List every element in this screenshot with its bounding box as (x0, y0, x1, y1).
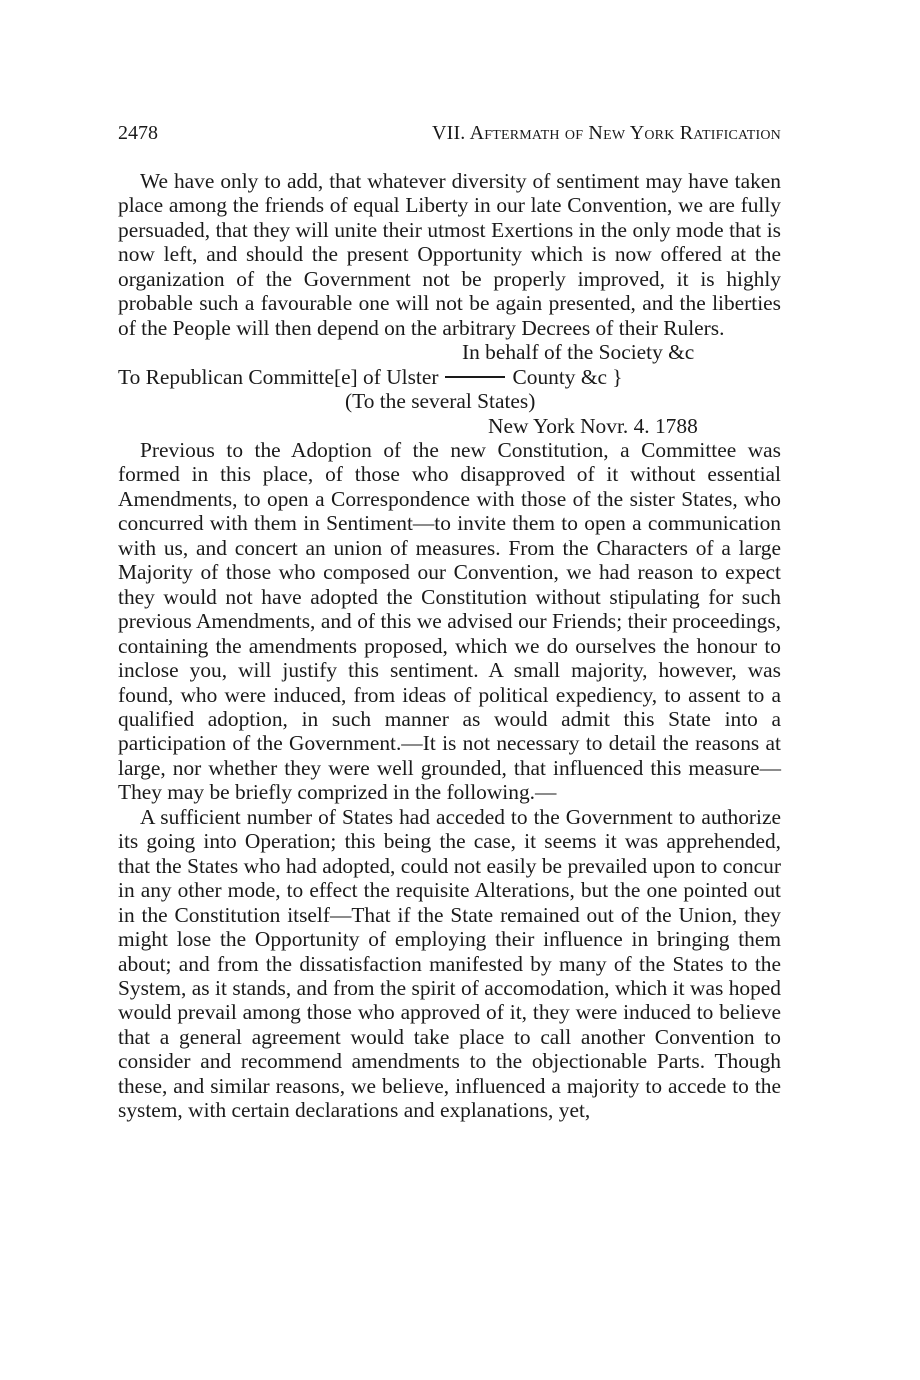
signature-society: In behalf of the Society &c (462, 340, 695, 365)
signature-date: New York Novr. 4. 1788 (488, 413, 698, 438)
body-text (118, 169, 781, 1123)
paragraph-closing-appeal: We have only to add, that whatever diversity of sentiment may have taken place among the friends of equal Liberty in our late Convention, we are fully persuaded, that they will unite their utmost Exertions in the only mode that is now left, and should the present Opportunity which is now offered at the organization of the Government not be properly improved, it is highly probable such a favourable one will not be again presented, and the liberties of the People will then depend on the arbitrary Decrees of their Rulers. (118, 169, 781, 340)
paragraph-sufficient-states: A sufficient number of States had acceded to the Government to authorize its going into Operation; this being the case, it seems it was apprehended, that the States who had adopted, could not easily be prevailed upon to concur in any other mode, to effect the requisite Alterations, but the one pointed out in the Constitution itself—That if the State remained out of the Union, they might lose the Opportunity of employing their influence in bringing them about; and from the dissatisfaction manifested by many of the States to the System, as it stands, and from the spirit of accomodation, which it was hoped would prevail among those who approved of it, they were induced to believe that a general agreement would take place to call another Convention to consider and recommend amendments to the objectionable Parts. Though these, and similar reasons, we believe, influenced a majority to accede to the system, with certain declarations and explanations, yet, (118, 804, 781, 1123)
paragraph-committee-history: Previous to the Adoption of the new Constitution, a Committee was formed in this place, of those who disapproved of it without essential Amendments, to open a Correspondence with those of the sister States, who concurred with them in Sentiment—to invite them to open a communication with us, and concert an union of measures. From the Characters of a large Majority of those who composed our Convention, we had reason to expect they would not have adopted the Constitution without stipulating for such previous Amendments, and of this we advised our Friends; their proceedings, containing the amendments proposed, which we do ourselves the honour to inclose you, will justify this sentiment. A small majority, however, was found, who were induced, from ideas of political expediency, to assent to a qualified adoption, in such manner as would admit this State into a participation of the Government.—It is not necessary to detail the reasons at large, nor whether they were well grounded, that influenced this measure—They may be briefly comprized in the following.— (118, 437, 781, 805)
signature-states: (To the several States) (345, 389, 536, 414)
signature-block (118, 340, 781, 438)
blank-rule (445, 376, 505, 378)
address-suffix: County &c } (512, 364, 623, 389)
page-number: 2478 (118, 122, 158, 144)
section-title: VII. Aftermath of New York Ratification (431, 122, 781, 144)
signature-address (118, 365, 781, 389)
document-page (118, 118, 781, 1123)
address-prefix: To Republican Committe[e] of Ulster (118, 364, 439, 389)
running-head (118, 118, 781, 148)
